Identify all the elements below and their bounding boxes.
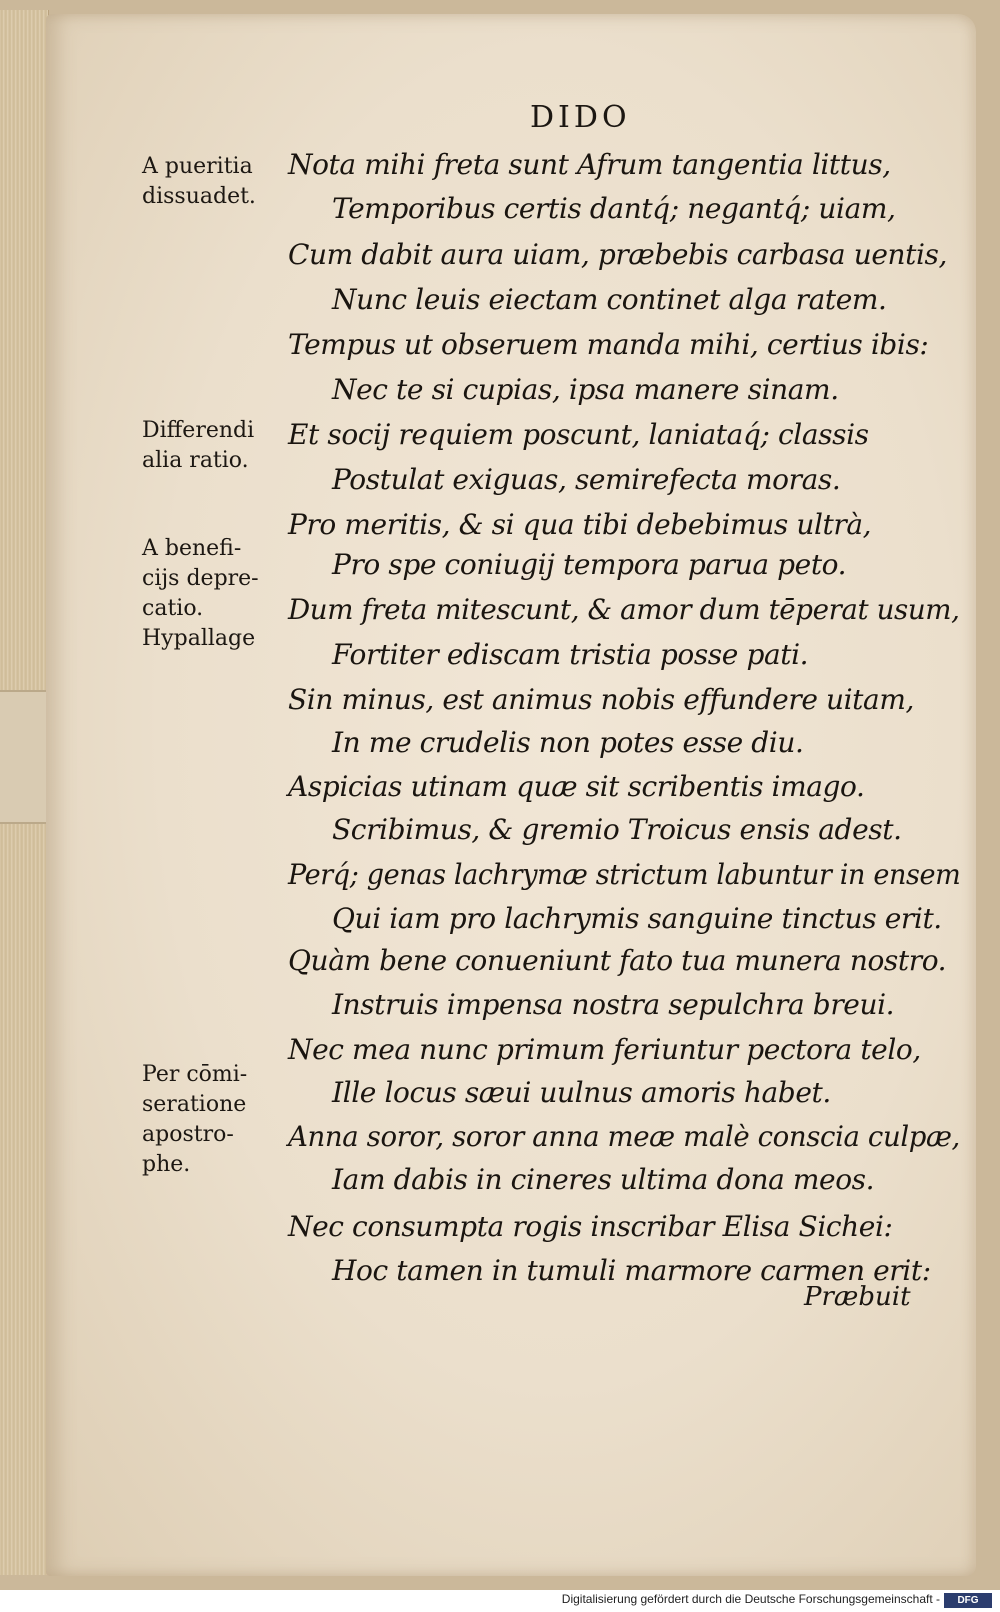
catchword: Præbuit [804, 1282, 911, 1312]
digitization-footer [0, 1590, 1000, 1612]
margin-note-line: seratione [142, 1092, 247, 1117]
verse-line: Aspicias utinam quæ sit scribentis imago. [288, 770, 865, 803]
verse-line: Tempus ut obseruem manda mihi, certius ibis: [288, 328, 929, 361]
margin-note-line: A pueritia [142, 154, 253, 179]
verse-line: Nota mihi freta sunt Afrum tangentia littus, [288, 148, 891, 181]
verse-line: Temporibus certis dantq́; negantq́; uiam, [332, 192, 896, 225]
margin-note-line: catio. [142, 596, 204, 621]
verse-line: Nec te si cupias, ipsa manere sinam. [332, 373, 839, 406]
verse-line: Anna soror, soror anna meæ malè conscia culpæ, [288, 1120, 960, 1153]
margin-note-line: apostro- [142, 1122, 234, 1147]
verse-line: Ille locus sæui uulnus amoris habet. [332, 1076, 831, 1109]
margin-note-line: Hypallage [142, 626, 256, 651]
verse-line: Nec consumpta rogis inscribar Elisa Sichei: [288, 1210, 893, 1243]
verse-line: Scribimus, & gremio Troicus ensis adest. [332, 813, 902, 846]
margin-note-line: dissuadet. [142, 184, 256, 209]
margin-note-pueritia [142, 152, 292, 212]
margin-note-differendi [142, 416, 292, 476]
margin-note-beneficijs [142, 534, 292, 654]
verse-line: Quàm bene conueniunt fato tua munera nostro. [288, 944, 947, 977]
verse-line: Nunc leuis eiectam continet alga ratem. [332, 283, 887, 316]
verse-line: Perq́; genas lachrymæ strictum labuntur in ensem [288, 858, 961, 891]
verse-line: Pro meritis, & si qua tibi debebimus ultrà, [288, 508, 872, 541]
margin-note-line: phe. [142, 1152, 191, 1177]
verse-line: Postulat exiguas, semirefecta moras. [332, 463, 841, 496]
verse-line: Et socij requiem poscunt, laniataq́; classis [288, 418, 869, 451]
verse-line: Dum freta mitescunt, & amor dum tēperat usum, [288, 593, 960, 626]
verse-line: Nec mea nunc primum feriuntur pectora telo, [288, 1033, 921, 1066]
dfg-logo: DFG [944, 1593, 992, 1608]
margin-note-commiseratione [142, 1060, 292, 1180]
margin-note-line: Differendi [142, 418, 255, 443]
margin-note-line: A benefi- [142, 536, 242, 561]
running-header: DIDO [530, 100, 631, 135]
verse-line: Fortiter ediscam tristia posse pati. [332, 638, 809, 671]
verse-line: Instruis impensa nostra sepulchra breui. [332, 988, 895, 1021]
footer-credit: Digitalisierung gefördert durch die Deutsche Forschungsgemeinschaft - [561, 1592, 940, 1606]
margin-note-line: alia ratio. [142, 448, 249, 473]
verse-line: Sin minus, est animus nobis effundere uitam, [288, 683, 914, 716]
verse-line: Cum dabit aura uiam, præbebis carbasa uentis, [288, 238, 948, 271]
margin-note-line: Per cōmi- [142, 1062, 248, 1087]
verse-line: Iam dabis in cineres ultima dona meos. [332, 1163, 875, 1196]
verse-line: Hoc tamen in tumuli marmore carmen erit: [332, 1254, 931, 1287]
margin-note-line: cijs depre- [142, 566, 259, 591]
verse-line: In me crudelis non potes esse diu. [332, 726, 804, 759]
verse-line: Qui iam pro lachrymis sanguine tinctus erit. [332, 902, 942, 935]
verse-line: Pro spe coniugij tempora parua peto. [332, 548, 847, 581]
